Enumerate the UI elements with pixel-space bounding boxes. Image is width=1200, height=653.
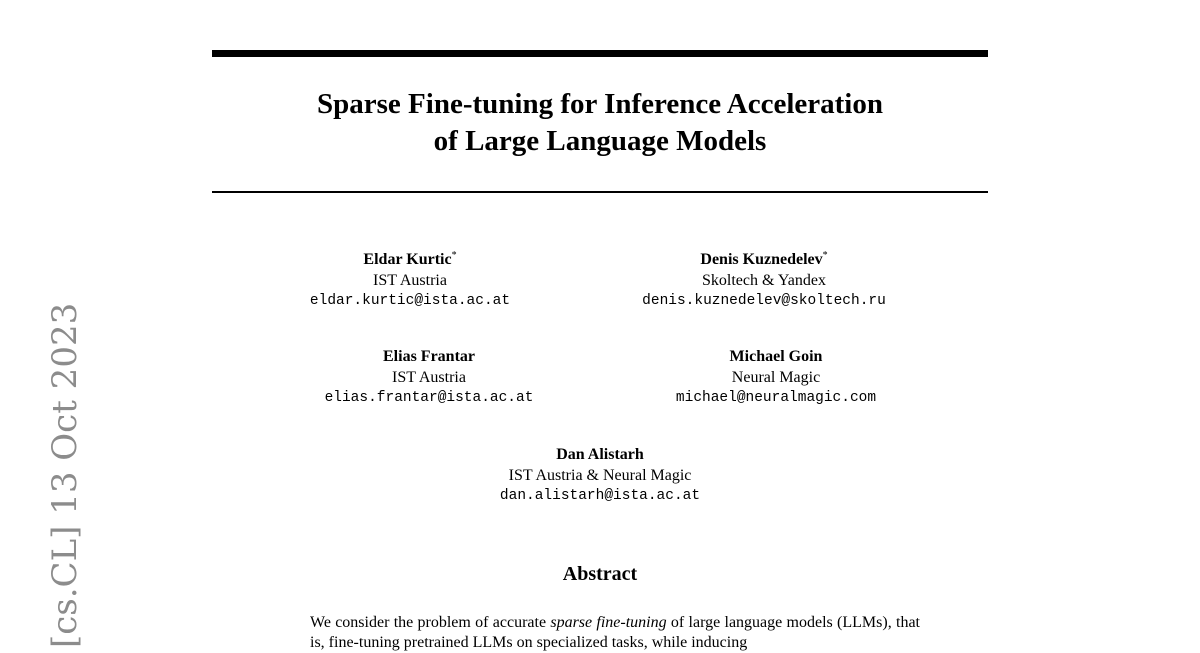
author-name: Michael Goin bbox=[729, 348, 823, 365]
title-line-2: of Large Language Models bbox=[433, 125, 767, 157]
author-email[interactable]: eldar.kurtic@ista.ac.at bbox=[309, 293, 511, 309]
author-email[interactable]: dan.alistarh@ista.ac.at bbox=[499, 488, 701, 504]
abstract-emphasis: sparse fine-tuning bbox=[550, 614, 667, 631]
title-top-rule bbox=[212, 50, 988, 57]
author-block bbox=[616, 346, 936, 409]
author-affiliation: Neural Magic bbox=[731, 369, 821, 386]
author-affiliation: IST Austria & Neural Magic bbox=[508, 467, 692, 484]
author-block bbox=[269, 346, 589, 409]
author-block bbox=[250, 249, 570, 312]
title-bottom-rule bbox=[212, 191, 988, 193]
author-name: Elias Frantar bbox=[383, 348, 475, 365]
title-line-1: Sparse Fine-tuning for Inference Acceleration bbox=[317, 88, 883, 120]
author-name: Dan Alistarh bbox=[556, 446, 644, 463]
author-email[interactable]: michael@neuralmagic.com bbox=[675, 390, 877, 406]
abstract-body: We consider the problem of accurate sparse fine-tuning of large language models (LLMs), that is, fine-tuning pretrained LLMs on specialized tasks, while inducing bbox=[310, 614, 920, 651]
abstract-heading: Abstract bbox=[562, 563, 638, 585]
author-name: Eldar Kurtic* bbox=[363, 250, 457, 268]
equal-contribution-mark: * bbox=[451, 250, 457, 261]
author-affiliation: IST Austria bbox=[373, 272, 447, 289]
paper-title bbox=[212, 86, 988, 160]
author-email[interactable]: elias.frantar@ista.ac.at bbox=[324, 390, 534, 406]
author-block bbox=[604, 249, 924, 312]
author-affiliation: Skoltech & Yandex bbox=[702, 272, 826, 289]
author-name: Denis Kuznedelev* bbox=[700, 250, 828, 268]
equal-contribution-mark: * bbox=[822, 250, 828, 261]
author-affiliation: IST Austria bbox=[392, 369, 466, 386]
author-email[interactable]: denis.kuznedelev@skoltech.ru bbox=[642, 293, 886, 309]
author-block bbox=[440, 444, 760, 507]
arxiv-stamp: [cs.CL] 13 Oct 2023 bbox=[45, 302, 85, 648]
